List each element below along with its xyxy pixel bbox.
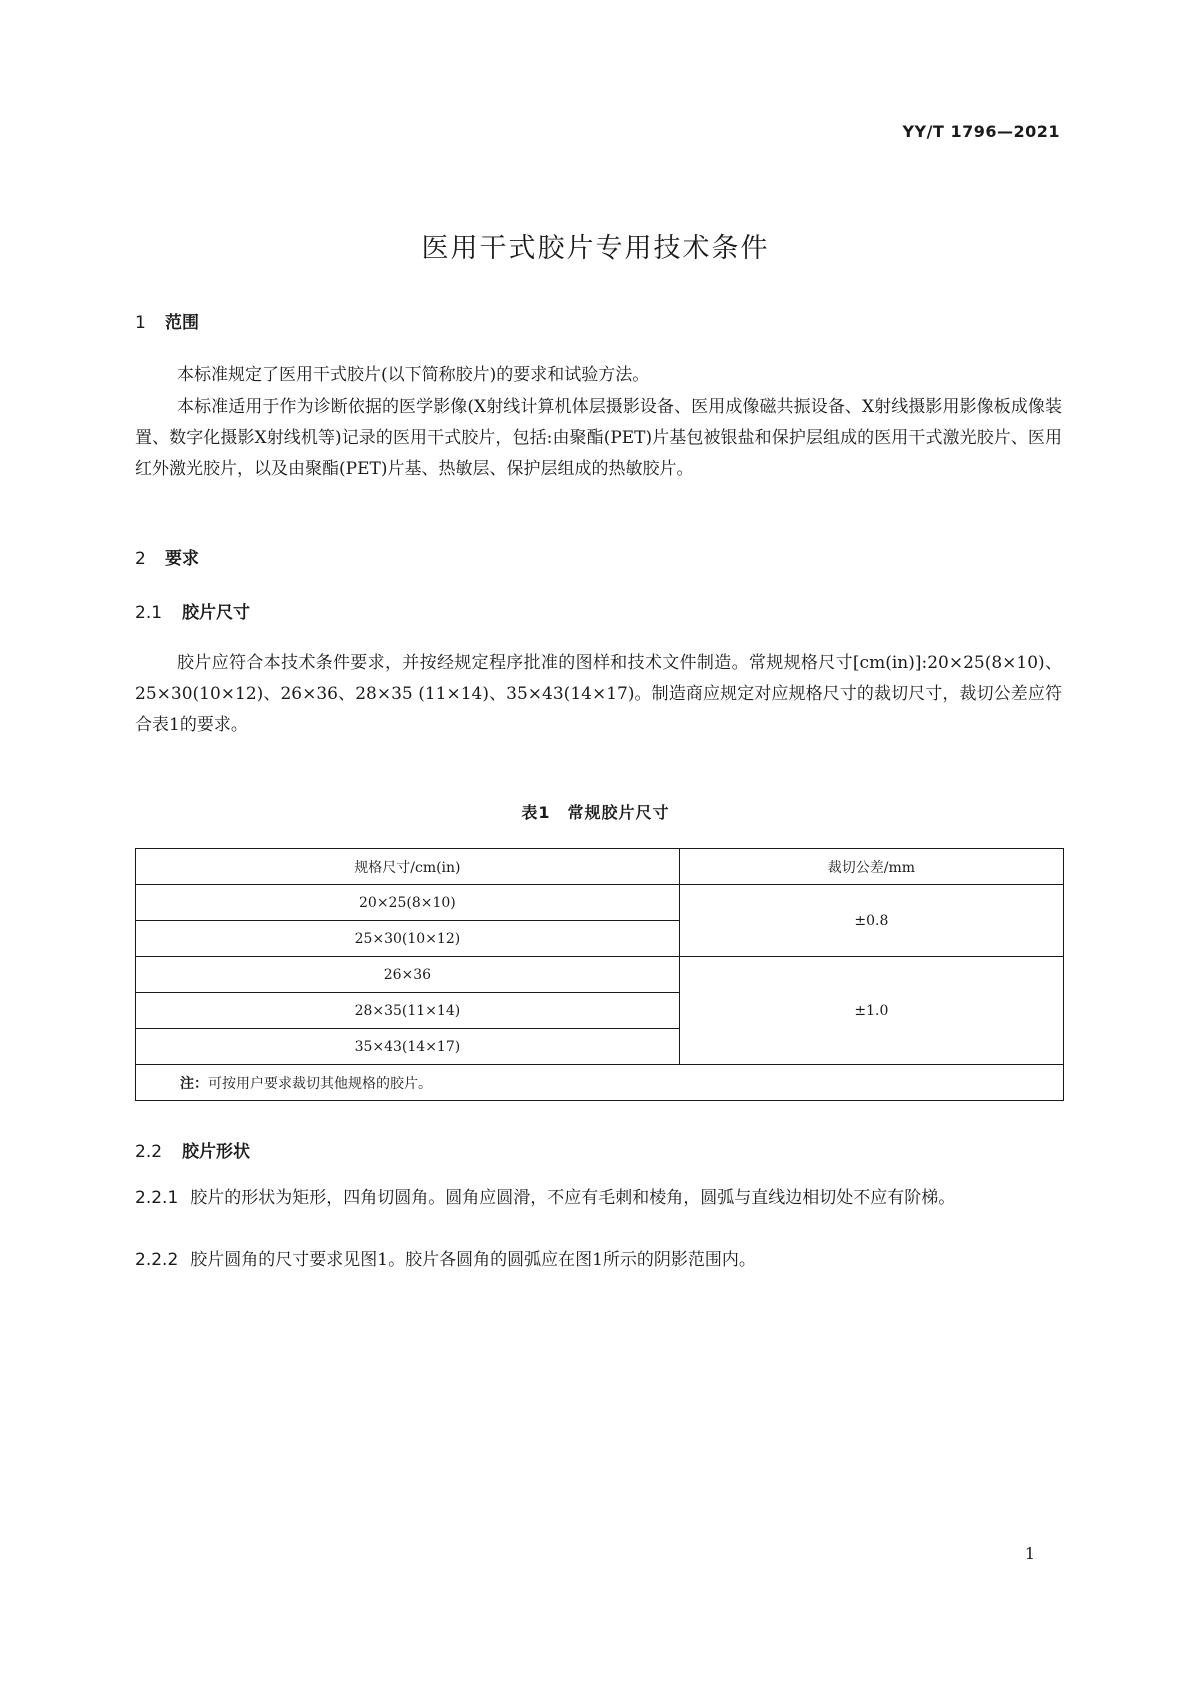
size-cell: 28×35(11×14) — [136, 993, 680, 1029]
section-1-title: 范围 — [165, 313, 199, 333]
scope-paragraph-1: 本标准规定了医用干式胶片(以下简称胶片)的要求和试验方法。 — [177, 365, 650, 385]
size-cell: 25×30(10×12) — [136, 921, 680, 957]
table-note-row — [136, 1065, 1064, 1101]
clause-2-2-2-number: 2.2.2 — [135, 1250, 179, 1270]
tolerance-cell: ±1.0 — [679, 957, 1063, 1065]
table-note-text: 可按用户要求裁切其他规格的胶片。 — [208, 1075, 432, 1092]
clause-2-2-2-text: 胶片圆角的尺寸要求见图1。胶片各圆角的圆弧应在图1所示的阴影范围内。 — [190, 1250, 756, 1270]
size-cell: 26×36 — [136, 957, 680, 993]
size-cell: 20×25(8×10) — [136, 885, 680, 921]
clause-2-2-1-text: 胶片的形状为矩形，四角切圆角。圆角应圆滑，不应有毛刺和棱角，圆弧与直线边相切处不应有阶梯。 — [190, 1188, 956, 1208]
table-note — [136, 1065, 1064, 1101]
tolerance-cell: ±0.8 — [679, 885, 1063, 957]
section-2-1-heading — [135, 598, 250, 623]
size-cell: 35×43(14×17) — [136, 1029, 680, 1065]
table-1-caption: 表1 常规胶片尺寸 — [521, 803, 670, 822]
table-header-row — [136, 849, 1064, 885]
film-size-table — [135, 848, 1064, 1101]
section-2-2-title: 胶片形状 — [182, 1142, 250, 1162]
scope-paragraph-2: 本标准适用于作为诊断依据的医学影像(X射线计算机体层摄影设备、医用成像磁共振设备、X射线摄影用影像板成像装置、数字化摄影X射线机等)记录的医用干式胶片，包括:由聚酯(PET)片基包被银盐和保护层组成的医用干式激光胶片、医用红外激光胶片，以及由聚酯(PET)片基、热敏层、保护层组成的热敏胶片。 — [135, 397, 1062, 479]
section-2-2-heading — [135, 1137, 250, 1162]
table-note-label: 注： — [180, 1075, 208, 1092]
clause-2-2-1-number: 2.2.1 — [135, 1188, 179, 1208]
section-2-1-title: 胶片尺寸 — [182, 603, 250, 623]
table-row — [136, 885, 1064, 921]
page-number: 1 — [1024, 1544, 1035, 1563]
section-2-number: 2 — [135, 549, 146, 569]
clause-2-2-1 — [135, 1183, 1062, 1214]
section-2-heading — [135, 544, 199, 569]
film-size-paragraph: 胶片应符合本技术条件要求，并按经规定程序批准的图样和技术文件制造。常规规格尺寸[cm(in)]:20×25(8×10)、25×30(10×12)、26×36、28×35 (11×14)、35×43(14×17)。制造商应规定对应规格尺寸的裁切尺寸，裁切公差应符合表1的要求。 — [135, 653, 1062, 735]
section-2-title: 要求 — [165, 549, 199, 569]
section-2-2-number: 2.2 — [135, 1142, 163, 1162]
clause-2-2-2 — [135, 1245, 1062, 1276]
section-1-number: 1 — [135, 313, 146, 333]
section-2-1-number: 2.1 — [135, 603, 163, 623]
standard-number: YY/T 1796—2021 — [902, 122, 1060, 141]
section-1-heading — [135, 308, 199, 333]
header-size: 规格尺寸/cm(in) — [136, 849, 680, 885]
table-row — [136, 957, 1064, 993]
document-title: 医用干式胶片专用技术条件 — [421, 233, 770, 264]
header-tolerance: 裁切公差/mm — [679, 849, 1063, 885]
